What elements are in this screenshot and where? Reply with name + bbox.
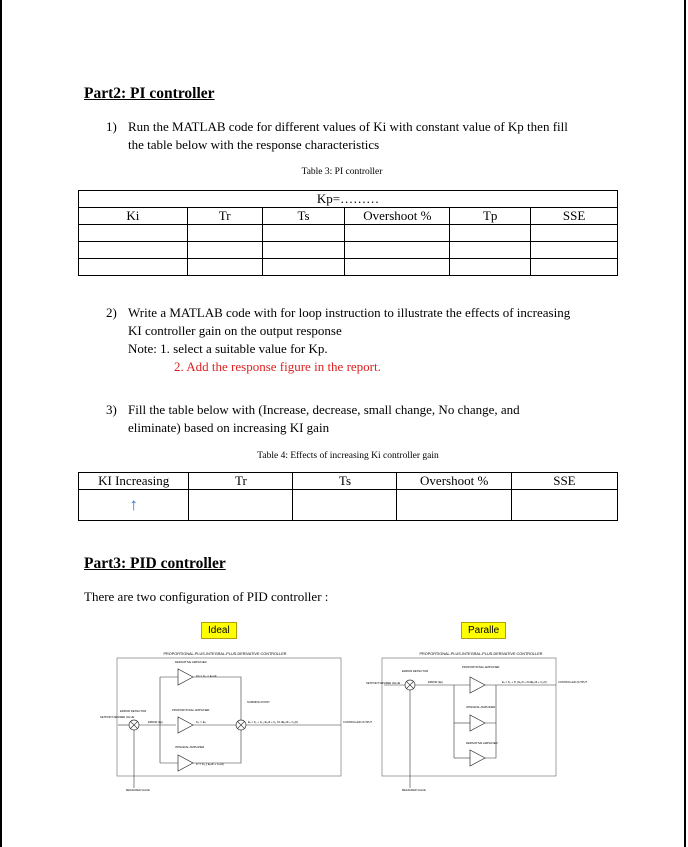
- item-3-number: 3): [106, 402, 117, 417]
- parallel-measured: MEASURED VALUE: [402, 789, 426, 792]
- table3-caption: Table 3: PI controller: [301, 167, 383, 177]
- table4-col-tr: Tr: [189, 473, 293, 490]
- table-row: [79, 242, 618, 259]
- table3-col-tr: Tr: [187, 208, 262, 225]
- table-row: [79, 225, 618, 242]
- table4: [78, 472, 618, 521]
- table3-col-overshoot: Overshoot %: [345, 208, 450, 225]
- table4-header-row: [79, 473, 618, 490]
- up-arrow-icon: ↑: [79, 490, 189, 521]
- ideal-integral-label: INTEGRAL AMPLIFIER: [175, 745, 205, 749]
- ideal-eq-p: Kₚ × Eₚ: [196, 720, 206, 724]
- parallel-integral-amp: [470, 715, 485, 731]
- table4-col-overshoot: Overshoot %: [397, 473, 511, 490]
- parallel-derivative-amp: [470, 750, 485, 766]
- page-border-left: [0, 0, 2, 847]
- item-3: [106, 401, 646, 437]
- ideal-title: PROPORTIONAL-PLUS-INTEGRAL-PLUS-DERIVATIVE CONTROLLER: [163, 652, 287, 656]
- ideal-error: ERROR (Ep): [148, 721, 163, 724]
- table3-kp-header[interactable]: Kp=………: [79, 191, 618, 208]
- ideal-error-detector: ERROR DETECTOR: [120, 709, 147, 713]
- table-row: [79, 490, 618, 521]
- item-2-line1: Write a MATLAB code with for loop instruction to illustrate the effects of increasing: [128, 305, 571, 320]
- item-2-note1: Note: 1. select a suitable value for Kp.: [128, 341, 328, 356]
- table3: [78, 190, 618, 276]
- ideal-eq-i: Kᴵ = Kₚ ∫ Eₚdt + Cₚ(0): [196, 762, 225, 766]
- table4-col-ts: Ts: [293, 473, 397, 490]
- parallel-derivative-label: DERIVATIVE AMPLIFIER: [466, 741, 498, 745]
- table3-col-sse: SSE: [531, 208, 618, 225]
- parallel-eq-out: Eₒ = Kₚ + Kᴵ ∫ Eₚdt + KᴅdEₚ/dt + Cₚ(0): [502, 681, 547, 684]
- table4-caption: Table 4: Effects of increasing Ki controller gain: [257, 451, 439, 461]
- item-1-line1: Run the MATLAB code for different values of Ki with constant value of Kp then fill: [128, 119, 568, 134]
- parallel-output: CONTROLLER OUTPUT: [558, 681, 588, 684]
- item-2: [106, 304, 646, 376]
- ideal-label: Ideal: [201, 622, 237, 639]
- item-1-number: 1): [106, 119, 117, 134]
- item-3-line2: eliminate) based on increasing KI gain: [128, 420, 330, 435]
- ideal-derivative-amp: [178, 669, 193, 685]
- parallel-title: PROPORTIONAL-PLUS-INTEGRAL-PLUS-DERIVATIVE CONTROLLER: [419, 652, 543, 656]
- ideal-proportional-amp: [178, 717, 193, 733]
- parallel-setpoint: SETPOINT DESIRED VALUE: [366, 682, 401, 685]
- table4-col-ki: KI Increasing: [79, 473, 189, 490]
- ideal-pid-diagram: [100, 648, 373, 793]
- page-border-right: [684, 0, 686, 847]
- parallel-error-detector: ERROR DETECTOR: [402, 669, 429, 673]
- part3-intro: There are two configuration of PID controller :: [84, 589, 329, 604]
- table3-col-ki: Ki: [79, 208, 188, 225]
- table-row: [79, 259, 618, 276]
- table4-col-sse: SSE: [511, 473, 617, 490]
- table3-col-ts: Ts: [262, 208, 345, 225]
- item-3-line1: Fill the table below with (Increase, decrease, small change, No change, and: [128, 402, 520, 417]
- ideal-output: CONTROLLER OUTPUT: [343, 721, 373, 724]
- part3-heading: Part3: PID controller: [84, 555, 226, 572]
- parallel-error: ERROR (Ep): [428, 681, 443, 684]
- table3-col-tp: Tp: [450, 208, 531, 225]
- ideal-frame: [117, 658, 341, 776]
- ideal-setpoint: SETPOINT DESIRED VALUE: [100, 716, 135, 719]
- ideal-summing: SUMMING POINT: [247, 700, 270, 704]
- ideal-eq-out: Eₒ = Kₚ + Kₚ ∫ Eₚdt + Kₚ Kᴅ dEₚ/dt + Cₚ(0): [248, 721, 298, 724]
- item-1-line2: the table below with the response characteristics: [128, 137, 380, 152]
- table3-header-row: [79, 208, 618, 225]
- item-2-note2: 2. Add the response figure in the report.: [174, 359, 381, 374]
- item-2-number: 2): [106, 305, 117, 320]
- ideal-proportional-label: PROPORTIONAL AMPLIFIER: [172, 708, 210, 712]
- parallel-label: Paralle: [461, 622, 506, 639]
- item-2-line2: KI controller gain on the output response: [128, 323, 342, 338]
- ideal-derivative-label: DERIVATIVE AMPLIFIER: [175, 660, 207, 664]
- parallel-integral-label: INTEGRAL AMPLIFIER: [466, 705, 496, 709]
- part2-heading: Part2: PI controller: [84, 85, 215, 102]
- parallel-pid-diagram: [366, 648, 588, 793]
- ideal-integral-amp: [178, 755, 193, 771]
- parallel-proportional-amp: [470, 677, 485, 693]
- parallel-proportional-label: PROPORTIONAL AMPLIFIER: [462, 665, 500, 669]
- ideal-measured: MEASURED VALUE: [126, 789, 150, 792]
- ideal-eq-d: Kᴅ = Kₚ × Eₚ/dt: [196, 674, 217, 678]
- item-1: [106, 118, 646, 154]
